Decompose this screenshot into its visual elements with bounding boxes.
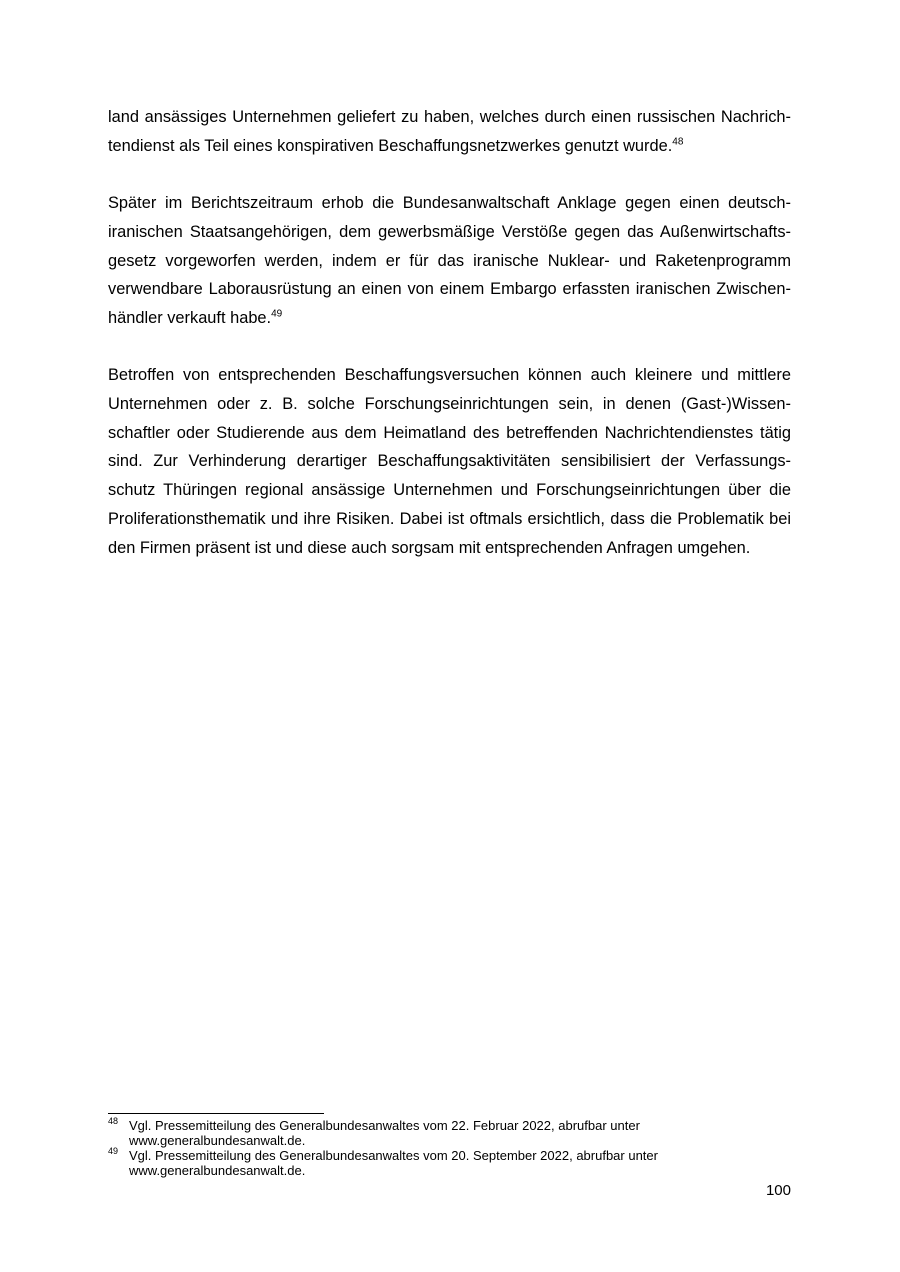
body-paragraph-2 [108, 189, 791, 333]
footnotes [108, 1118, 748, 1178]
paragraph-line: iranischen Staatsangehörigen, dem gewerbsmäßige Verstöße gegen das Außenwirtschafts- [108, 222, 791, 241]
paragraph-line: Später im Berichtszeitraum erhob die Bundesanwaltschaft Anklage gegen einen deutsch- [108, 194, 791, 212]
footnote-text-line: Vgl. Pressemitteilung des Generalbundesanwaltes vom 22. Februar 2022, abrufbar unter [129, 1118, 640, 1133]
footnote-separator [108, 1113, 324, 1114]
paragraph-line: Betroffen von entsprechenden Beschaffungsversuchen können auch kleinere und mittlere [108, 366, 791, 384]
paragraph-line-text: händler verkauft habe. [108, 309, 272, 328]
paragraph-line [108, 132, 791, 161]
footnote-text-line: Vgl. Pressemitteilung des Generalbundesanwaltes vom 20. September 2022, abrufbar unter [129, 1148, 658, 1163]
body-paragraph-3 [108, 361, 791, 563]
paragraph-line: sind. Zur Verhinderung derartiger Beschaffungsaktivitäten sensibilisiert der Verfassungs- [108, 452, 791, 471]
footnote-48 [108, 1118, 748, 1148]
paragraph-line: Unternehmen oder z. B. solche Forschungseinrichtungen sein, in denen (Gast-)Wissen- [108, 394, 791, 413]
paragraph-line: schaftler oder Studierende aus dem Heimatland des betreffenden Nachrichtendienstes tätig [108, 423, 791, 442]
paragraph-line: den Firmen präsent ist und diese auch sorgsam mit entsprechenden Anfragen umgehen. [108, 538, 751, 557]
footnote-number: 48 [108, 1116, 119, 1126]
paragraph-line-text: tendienst als Teil eines konspirativen Beschaffungsnetzwerkes genutzt wurde. [108, 136, 673, 155]
footnote-link[interactable]: www.generalbundesanwalt.de. [129, 1163, 306, 1178]
footnote-49 [108, 1148, 748, 1178]
paragraph-line: gesetz vorgeworfen werden, indem er für das iranische Nuklear- und Raketenprogramm [108, 251, 791, 270]
paragraph-line: land ansässiges Unternehmen geliefert zu haben, welches durch einen russischen Nachrich- [108, 108, 791, 126]
paragraph-line: schutz Thüringen regional ansässige Unternehmen und Forschungseinrichtungen über die [108, 481, 791, 500]
footnote-reference-49[interactable]: 49 [271, 308, 283, 320]
page-number: 100 [765, 1182, 791, 1199]
footnote-number: 49 [108, 1146, 119, 1156]
footnote-link[interactable]: www.generalbundesanwalt.de. [129, 1133, 306, 1148]
footnote-reference-48[interactable]: 48 [672, 136, 684, 148]
body-paragraph-1 [108, 103, 791, 161]
paragraph-line: Proliferationsthematik und ihre Risiken. Dabei ist oftmals ersichtlich, dass die Problematik bei [108, 509, 791, 528]
paragraph-line [108, 304, 791, 333]
paragraph-line: verwendbare Laborausrüstung an einen von einem Embargo erfassten iranischen Zwischen- [108, 280, 791, 299]
